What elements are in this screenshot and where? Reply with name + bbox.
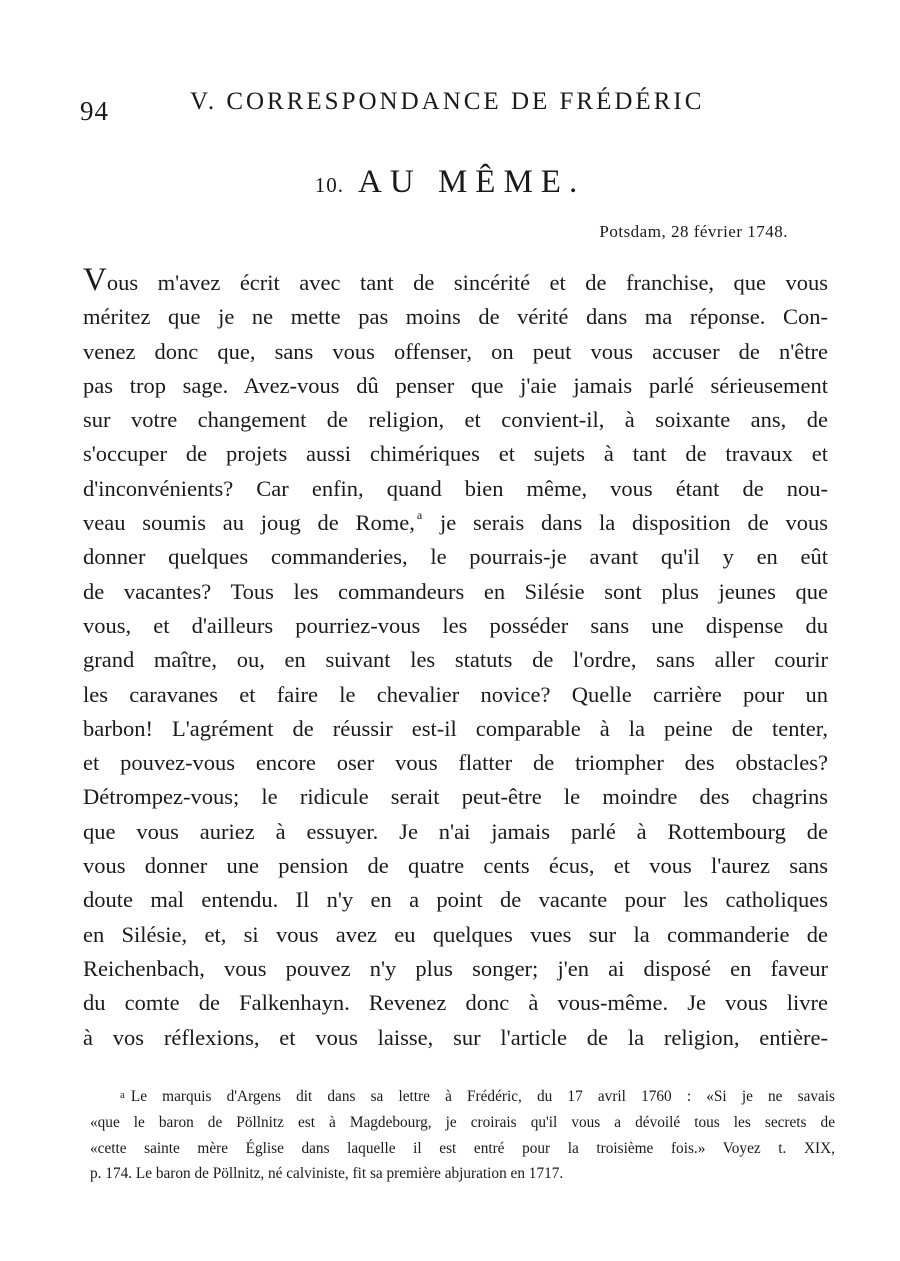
- body-line: Détrompez-vous; le ridicule serait peut-être le moindre des chagrins: [83, 784, 828, 810]
- letter-title: AU MÊME.: [358, 164, 586, 200]
- body-line: pas trop sage. Avez-vous dû penser que j'aie jamais parlé sérieusement: [83, 372, 828, 398]
- page-number: 94: [80, 96, 109, 126]
- letter-heading: [0, 164, 900, 201]
- footnote-line: «cette sainte mère Église dans laquelle il est entré pour la troisième fois.» Voyez t. XIX,: [90, 1139, 835, 1157]
- footnote-line: p. 174. Le baron de Pöllnitz, né calviniste, fit sa première abjuration en 1717.: [90, 1165, 564, 1183]
- body-line: du comte de Falkenhayn. Revenez donc à vous-même. Je vous livre: [83, 990, 828, 1016]
- body-line: et pouvez-vous encore oser vous flatter de triompher des obstacles?: [83, 750, 828, 776]
- footnote-line: «que le baron de Pöllnitz est à Magdebourg, je croirais qu'il vous a dévoilé tous les secrets de: [90, 1113, 835, 1131]
- body-line: que vous auriez à essuyer. Je n'ai jamais parlé à Rottembourg de: [83, 818, 828, 844]
- letter-dateline: Potsdam, 28 février 1748.: [599, 222, 788, 241]
- footnote-line: a Le marquis d'Argens dit dans sa lettre à Frédéric, du 17 avril 1760 : «Si je ne savais: [120, 1088, 835, 1105]
- body-line: s'occuper de projets aussi chimériques et sujets à tant de travaux et: [83, 441, 828, 467]
- body-line: doute mal entendu. Il n'y en a point de vacante pour les catholiques: [83, 887, 828, 913]
- body-line: sur votre changement de religion, et convient-il, à soixante ans, de: [83, 407, 828, 433]
- body-line: Vous m'avez écrit avec tant de sincérité et de franchise, que vous: [83, 262, 828, 298]
- body-line: venez donc que, sans vous offenser, on peut vous accuser de n'être: [83, 338, 828, 364]
- body-line: d'inconvénients? Car enfin, quand bien même, vous étant de nou-: [83, 475, 828, 501]
- body-line: barbon! L'agrément de réussir est-il comparable à la peine de tenter,: [83, 715, 828, 741]
- footnote: [90, 1083, 835, 1187]
- body-line: de vacantes? Tous les commandeurs en Silésie sont plus jeunes que: [83, 578, 828, 604]
- letter-number: 10.: [314, 173, 345, 197]
- body-line: méritez que je ne mette pas moins de vérité dans ma réponse. Con-: [83, 304, 828, 330]
- footnote-reference[interactable]: a: [416, 508, 423, 523]
- body-line: en Silésie, et, si vous avez eu quelques vues sur la commanderie de: [83, 921, 828, 947]
- letter-body: [83, 264, 828, 1055]
- initial-letter: V: [83, 262, 107, 298]
- body-line: vous donner une pension de quatre cents écus, et vous l'aurez sans: [83, 853, 828, 879]
- running-head: V. CORRESPONDANCE DE FRÉDÉRIC: [190, 88, 705, 115]
- footnote-marker: a: [120, 1089, 125, 1101]
- body-line: Reichenbach, vous pouvez n'y plus songer; j'en ai disposé en faveur: [83, 955, 828, 981]
- body-line: les caravanes et faire le chevalier novice? Quelle carrière pour un: [83, 681, 828, 707]
- body-line: veau soumis au joug de Rome, $^a$ je serais dans la disposition de vous: [83, 508, 828, 536]
- body-line: vous, et d'ailleurs pourriez-vous les posséder sans une dispense du: [83, 612, 828, 638]
- body-line: à vos réflexions, et vous laisse, sur l'article de la religion, entière-: [83, 1024, 828, 1050]
- body-line: grand maître, ou, en suivant les statuts de l'ordre, sans aller courir: [83, 647, 828, 673]
- body-line: donner quelques commanderies, le pourrais-je avant qu'il y en eût: [83, 544, 828, 570]
